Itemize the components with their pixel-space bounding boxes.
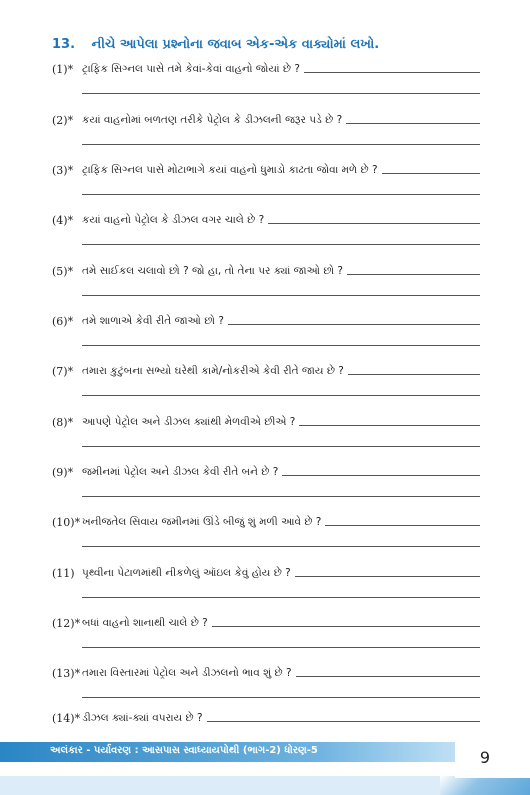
answer-line[interactable] bbox=[82, 496, 480, 497]
question-number: (5)* bbox=[52, 265, 74, 278]
answer-line[interactable] bbox=[82, 244, 480, 245]
question-number: (6)* bbox=[52, 315, 74, 328]
footer-book-title: અલંકાર - પર્યાવરણ : આસપાસ સ્વાધ્યાયપોથી (ભાગ-2) ધોરણ-5 bbox=[50, 745, 318, 756]
question-12 bbox=[52, 612, 480, 652]
answer-line[interactable] bbox=[82, 647, 480, 648]
question-number: (12)* bbox=[52, 617, 81, 630]
bottom-stripe-accent bbox=[440, 776, 530, 795]
page-number: 9 bbox=[479, 747, 491, 767]
question-text: જમીનમાં પેટ્રોલ અને ડીઝલ કેવી રીતે બને છે ? bbox=[82, 466, 279, 478]
question-text: ટ્રાફિક સિગ્નલ પાસે તમે કેવાં-કેવાં વાહનો જોયાં છે ? bbox=[82, 63, 300, 75]
section-instruction: નીચે આપેલા પ્રશ્નોના જવાબ એક-એક વાક્યોમાં લખો. bbox=[91, 37, 380, 52]
question-number: (13)* bbox=[52, 667, 81, 680]
question-text: આપણે પેટ્રોલ અને ડીઝલ ક્યાંથી મેળવીએ છીએ ? bbox=[82, 416, 296, 428]
question-number: (3)* bbox=[52, 164, 74, 177]
question-number: (4)* bbox=[52, 214, 74, 227]
answer-line[interactable] bbox=[82, 345, 480, 346]
answer-line-inline[interactable] bbox=[228, 310, 480, 325]
answer-line[interactable] bbox=[82, 295, 480, 296]
answer-line[interactable] bbox=[82, 546, 480, 547]
question-8 bbox=[52, 411, 480, 451]
question-text: કયાં વાહનોમાં બળતણ તરીકે પેટ્રોલ કે ડીઝલની જરૂર પડે છે ? bbox=[82, 114, 343, 126]
question-text: કયાં વાહનો પેટ્રોલ કે ડીઝલ વગર ચાલે છે ? bbox=[82, 214, 265, 226]
section-number: 13. bbox=[52, 37, 76, 52]
question-2 bbox=[52, 109, 480, 149]
question-number: (1)* bbox=[52, 63, 74, 76]
question-number: (2)* bbox=[52, 114, 74, 127]
answer-line-inline[interactable] bbox=[346, 109, 480, 124]
answer-line[interactable] bbox=[82, 194, 480, 195]
question-number: (10)* bbox=[52, 516, 81, 529]
question-number: (8)* bbox=[52, 416, 74, 429]
answer-line[interactable] bbox=[82, 93, 480, 94]
question-1 bbox=[52, 58, 480, 98]
question-text: તમારા વિસ્તારમાં પેટ્રોલ અને ડીઝલનો ભાવ શું છે ? bbox=[82, 667, 292, 679]
answer-line-inline[interactable] bbox=[299, 411, 480, 426]
question-14 bbox=[52, 707, 480, 747]
answer-line-inline[interactable] bbox=[212, 612, 480, 627]
question-number: (7)* bbox=[52, 365, 74, 378]
question-text: તમારા કુટુંબના સભ્યો ઘરેથી કામે/નોકરીએ કેવી રીતે જાય છે ? bbox=[82, 365, 344, 377]
answer-line-inline[interactable] bbox=[268, 209, 480, 224]
answer-line[interactable] bbox=[82, 597, 480, 598]
section-heading bbox=[52, 37, 379, 52]
question-3 bbox=[52, 159, 480, 199]
question-text: તમે શાળાએ કેવી રીતે જાઓ છો ? bbox=[82, 315, 224, 327]
question-text: પૃથ્વીના પેટાળમાંથી નીકળેલું ઑઇલ કેવું હોય છે ? bbox=[82, 567, 291, 579]
question-number: (11) bbox=[52, 567, 75, 580]
answer-line-inline[interactable] bbox=[295, 562, 480, 577]
answer-line[interactable] bbox=[82, 144, 480, 145]
question-4 bbox=[52, 209, 480, 249]
question-11 bbox=[52, 562, 480, 602]
answer-line-inline[interactable] bbox=[382, 159, 480, 174]
question-10 bbox=[52, 511, 480, 551]
answer-line-inline[interactable] bbox=[282, 461, 480, 476]
answer-line-inline[interactable] bbox=[325, 511, 480, 526]
answer-line-inline[interactable] bbox=[348, 360, 480, 375]
question-text: ડીઝલ ક્યાં-ક્યાં વપરાય છે ? bbox=[82, 712, 203, 724]
answer-line[interactable] bbox=[82, 395, 480, 396]
question-text: ટ્રાફિક સિગ્નલ પાસે મોટાભાગે કયાં વાહનો ધુમાડો કાઢતા જોવા મળે છે ? bbox=[82, 164, 378, 176]
question-7 bbox=[52, 360, 480, 400]
question-number: (14)* bbox=[52, 712, 81, 725]
answer-line[interactable] bbox=[82, 697, 480, 698]
question-9 bbox=[52, 461, 480, 501]
question-text: બધાં વાહનો શાનાથી ચાલે છે ? bbox=[82, 617, 208, 629]
answer-line-inline[interactable] bbox=[304, 58, 480, 73]
answer-line-inline[interactable] bbox=[296, 662, 480, 677]
answer-line[interactable] bbox=[82, 446, 480, 447]
question-5 bbox=[52, 260, 480, 300]
question-13 bbox=[52, 662, 480, 702]
question-text: ખનીજતેલ સિવાય જમીનમાં ઊંડે બીજું શું મળી આવે છે ? bbox=[82, 516, 322, 528]
answer-line-inline[interactable] bbox=[347, 260, 480, 275]
question-text: તમે સાઈકલ ચલાવો છો ? જો હા, તો તેના પર ક્યાં જાઓ છો ? bbox=[82, 265, 343, 277]
answer-line-inline[interactable] bbox=[207, 707, 480, 722]
question-number: (9)* bbox=[52, 466, 74, 479]
question-6 bbox=[52, 310, 480, 350]
